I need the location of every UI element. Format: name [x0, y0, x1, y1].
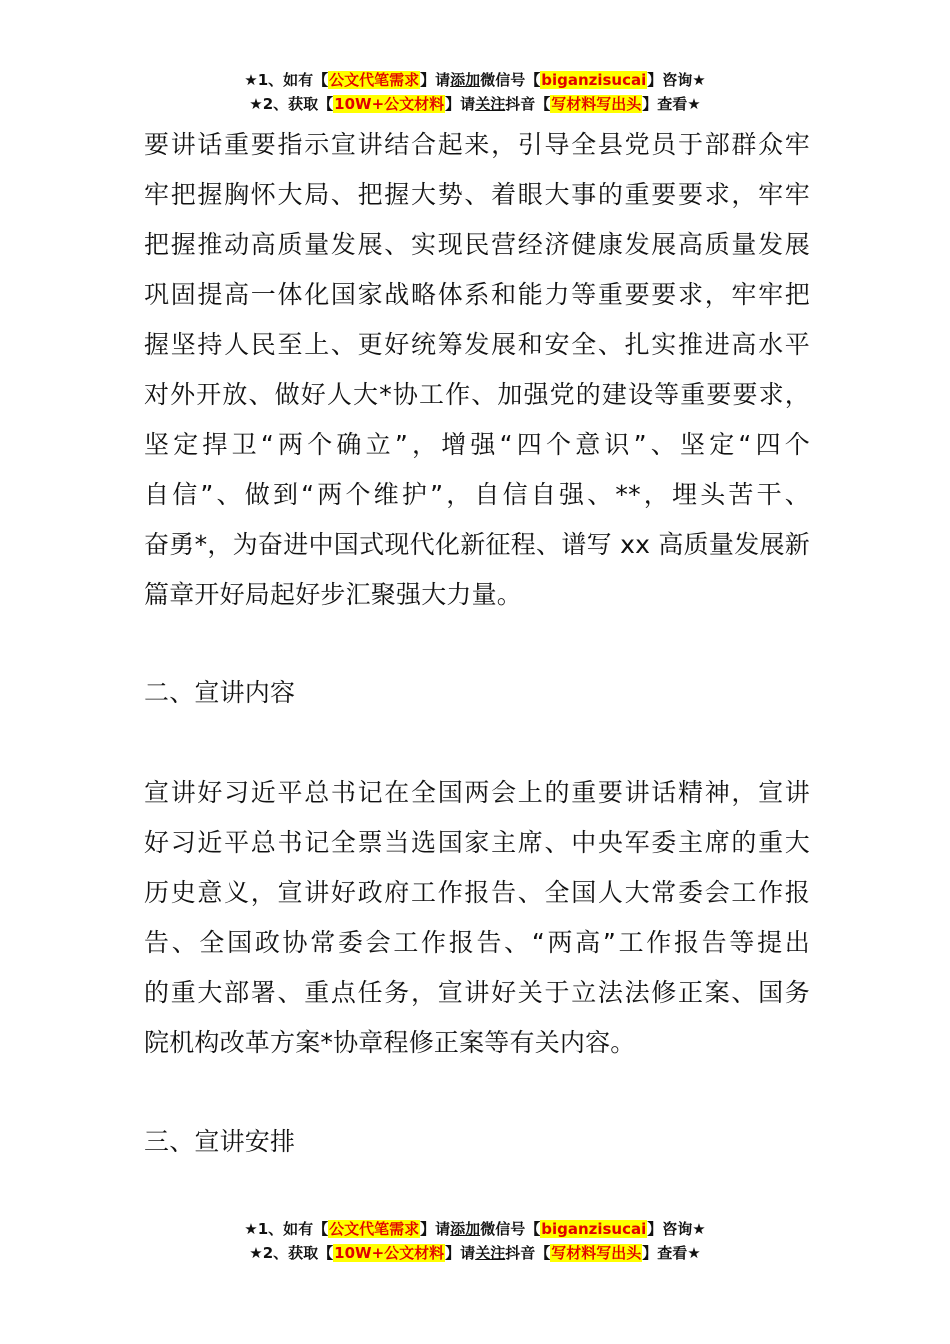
banner-text: 】请 [420, 71, 451, 89]
text-line: 坚定捍卫“两个确立”，增强“四个意识”、坚定“四个 [144, 430, 810, 459]
text-line: 的重大部署、重点任务，宣讲好关于立法法修正案、国务 [144, 978, 810, 1007]
banner-text: 抖音【 [505, 95, 551, 113]
banner-text: 】请 [420, 1220, 451, 1238]
text-line: 握坚持人民至上、更好统筹发展和安全、扎实推进高水平 [144, 330, 810, 359]
text-line: 宣讲好习近平总书记在全国两会上的重要讲话精神，宣讲 [144, 778, 810, 807]
banner-text: 】咨询 [647, 71, 693, 89]
star-icon: ★ [692, 1220, 706, 1238]
header-banner [0, 68, 950, 116]
star-icon: ★ [244, 1220, 258, 1238]
text-line: 篇章开好局起好步汇聚强大力量。 [144, 580, 523, 609]
footer-banner [0, 1217, 950, 1265]
underlined-text: 关注 [475, 1244, 506, 1262]
heading-text: 二、宣讲内容 [144, 678, 296, 707]
star-icon: ★ [687, 95, 701, 113]
banner-text: 2、获取【 [262, 1244, 334, 1262]
banner-text: 】请 [445, 95, 476, 113]
banner-text: 】查看 [642, 95, 688, 113]
star-icon: ★ [692, 71, 706, 89]
text-line: 自信”、做到“两个维护”，自信自强、**，埋头苦干、 [144, 480, 810, 509]
text-line: 对外开放、做好人大*协工作、加强党的建设等重要要求， [144, 380, 810, 409]
banner-line-2 [0, 92, 950, 116]
highlight-douyin: 写材料写出头 [551, 1244, 642, 1262]
banner-line-1 [0, 68, 950, 92]
highlight-wechat-id: biganzisucai [541, 1220, 647, 1238]
star-icon: ★ [244, 71, 258, 89]
star-icon: ★ [249, 1244, 263, 1262]
text-line: 告、全国政协常委会工作报告、“两高”工作报告等提出 [144, 928, 810, 957]
text-line: 历史意义，宣讲好政府工作报告、全国人大常委会工作报 [144, 878, 810, 907]
highlight-materials: 10W+公文材料 [334, 95, 445, 113]
highlight-service: 公文代笔需求 [329, 71, 420, 89]
highlight-materials: 10W+公文材料 [334, 1244, 445, 1262]
banner-text: 1、如有【 [257, 71, 329, 89]
banner-line-2 [0, 1241, 950, 1265]
text-line: 牢把握胸怀大局、把握大势、着眼大事的重要要求，牢牢 [144, 180, 810, 209]
section-heading-arrangement [144, 1117, 810, 1167]
star-icon: ★ [249, 95, 263, 113]
paragraph-2 [144, 768, 810, 1068]
heading-text: 三、宣讲安排 [144, 1127, 296, 1156]
text-line: 院机构改革方案*协章程修正案等有关内容。 [144, 1028, 636, 1057]
banner-text: 】咨询 [647, 1220, 693, 1238]
banner-text: 微信号【 [480, 1220, 541, 1238]
banner-text: 】请 [445, 1244, 476, 1262]
banner-text: 2、获取【 [262, 95, 334, 113]
banner-text: 抖音【 [505, 1244, 551, 1262]
banner-text: 】查看 [642, 1244, 688, 1262]
underlined-text: 关注 [475, 95, 506, 113]
star-icon: ★ [687, 1244, 701, 1262]
highlight-service: 公文代笔需求 [329, 1220, 420, 1238]
underlined-text: 添加 [450, 71, 481, 89]
underlined-text: 添加 [450, 1220, 481, 1238]
text-line: 好习近平总书记全票当选国家主席、中央军委主席的重大 [144, 828, 810, 857]
banner-text: 微信号【 [480, 71, 541, 89]
text-line: 奋勇*，为奋进中国式现代化新征程、谱写 xx 高质量发展新 [144, 530, 810, 559]
paragraph-1 [144, 120, 810, 620]
highlight-douyin: 写材料写出头 [551, 95, 642, 113]
banner-text: 1、如有【 [257, 1220, 329, 1238]
text-line: 巩固提高一体化国家战略体系和能力等重要要求，牢牢把 [144, 280, 810, 309]
banner-line-1 [0, 1217, 950, 1241]
section-heading-content [144, 668, 810, 718]
highlight-wechat-id: biganzisucai [541, 71, 647, 89]
text-line: 把握推动高质量发展、实现民营经济健康发展高质量发展 [144, 230, 810, 259]
text-line: 要讲话重要指示宣讲结合起来，引导全县党员于部群众牢 [144, 130, 810, 159]
